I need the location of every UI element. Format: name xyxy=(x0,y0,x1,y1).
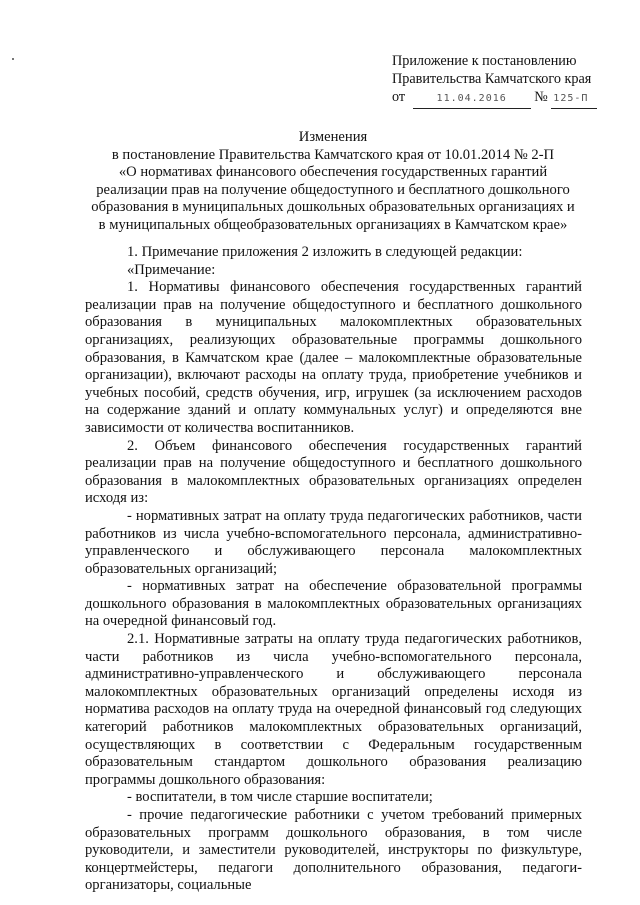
paragraph-7: 2.1. Нормативные затраты на оплату труда педагогических работников, части работников из числа учебно-вспомогательного персонала, административно-управленческого и обслуживающего персонала малокомплектных образовательных организаций определены исходя из норматива расходов на оплату труда на очередной финансовый год следующих категорий работников малокомплектных образовательных организаций, осуществляющих в соответствии с Федеральным государственным образовательным стандартом дошкольного образования реализацию программы дошкольного образования: xyxy=(85,631,582,788)
paragraph-1: 1. Примечание приложения 2 изложить в следующей редакции: xyxy=(127,244,523,260)
document-number: 125-П xyxy=(553,93,589,104)
paragraph-9: - прочие педагогические работники с учетом требований примерных образовательных программ дошкольного образования, в том числе руководители, и заместители руководителей, инструкторы по физкультуре, концертмейстеры, педагоги дополнительного образования, педагоги-организаторы, социальные xyxy=(85,807,582,894)
paragraph-5: - нормативных затрат на оплату труда педагогических работников, части работников из числа учебно-вспомогательного персонала, административно-управленческого и обслуживающего персонала малокомплектных образовательных организаций; xyxy=(85,507,582,577)
number-label: № xyxy=(534,89,548,105)
title-heading: Изменения xyxy=(298,129,368,145)
from-label: от xyxy=(392,89,406,105)
document-date: 11.04.2016 xyxy=(436,93,507,104)
appendix-line-2: Правительства Камчатского края xyxy=(392,71,592,87)
document-title xyxy=(88,129,578,235)
scan-speck xyxy=(12,58,14,60)
appendix-header xyxy=(392,52,632,109)
title-line-3: реализации прав на получение общедоступного и бесплатного дошкольного xyxy=(96,181,570,198)
date-field xyxy=(413,88,531,109)
title-line-5: в муниципальных общеобразовательных организациях в Камчатском крае» xyxy=(98,216,568,233)
document-body xyxy=(85,244,582,895)
paragraph-8: - воспитатели, в том числе старшие воспитатели; xyxy=(127,789,433,806)
title-line-2: «О нормативах финансового обеспечения государственных гарантий xyxy=(118,164,548,181)
paragraph-6: - нормативных затрат на обеспечение образовательной программы дошкольного образования в малокомплектных образовательных организациях на очередной финансовый год. xyxy=(85,578,582,630)
title-line-1: в постановление Правительства Камчатского края от 10.01.2014 № 2-П xyxy=(111,146,555,163)
appendix-date-number-line xyxy=(392,88,632,109)
title-line-4: образования в муниципальных дошкольных образовательных организациях и xyxy=(91,199,575,216)
paragraph-3: 1. Нормативы финансового обеспечения государственных гарантий реализации прав на получение общедоступного и бесплатного дошкольного образования в муниципальных малокомплектных образовательных организациях, реализующих образовательные программы дошкольного образования, в Камчатском крае (далее – малокомплектные образовательные организации), включают расходы на оплату труда, приобретение учебников и учебных пособий, средств обучения, игр, игрушек (за исключением расходов на содержание зданий и оплату коммунальных услуг) и определяются вне зависимости от количества воспитанников. xyxy=(85,279,582,436)
appendix-line-1: Приложение к постановлению xyxy=(392,53,577,69)
paragraph-2: «Примечание: xyxy=(127,261,216,278)
paragraph-4: 2. Объем финансового обеспечения государственных гарантий реализации прав на получение общедоступного и бесплатного дошкольного образования в малокомплектных образовательных организациях определен исходя из: xyxy=(85,437,582,507)
number-field xyxy=(551,88,597,109)
